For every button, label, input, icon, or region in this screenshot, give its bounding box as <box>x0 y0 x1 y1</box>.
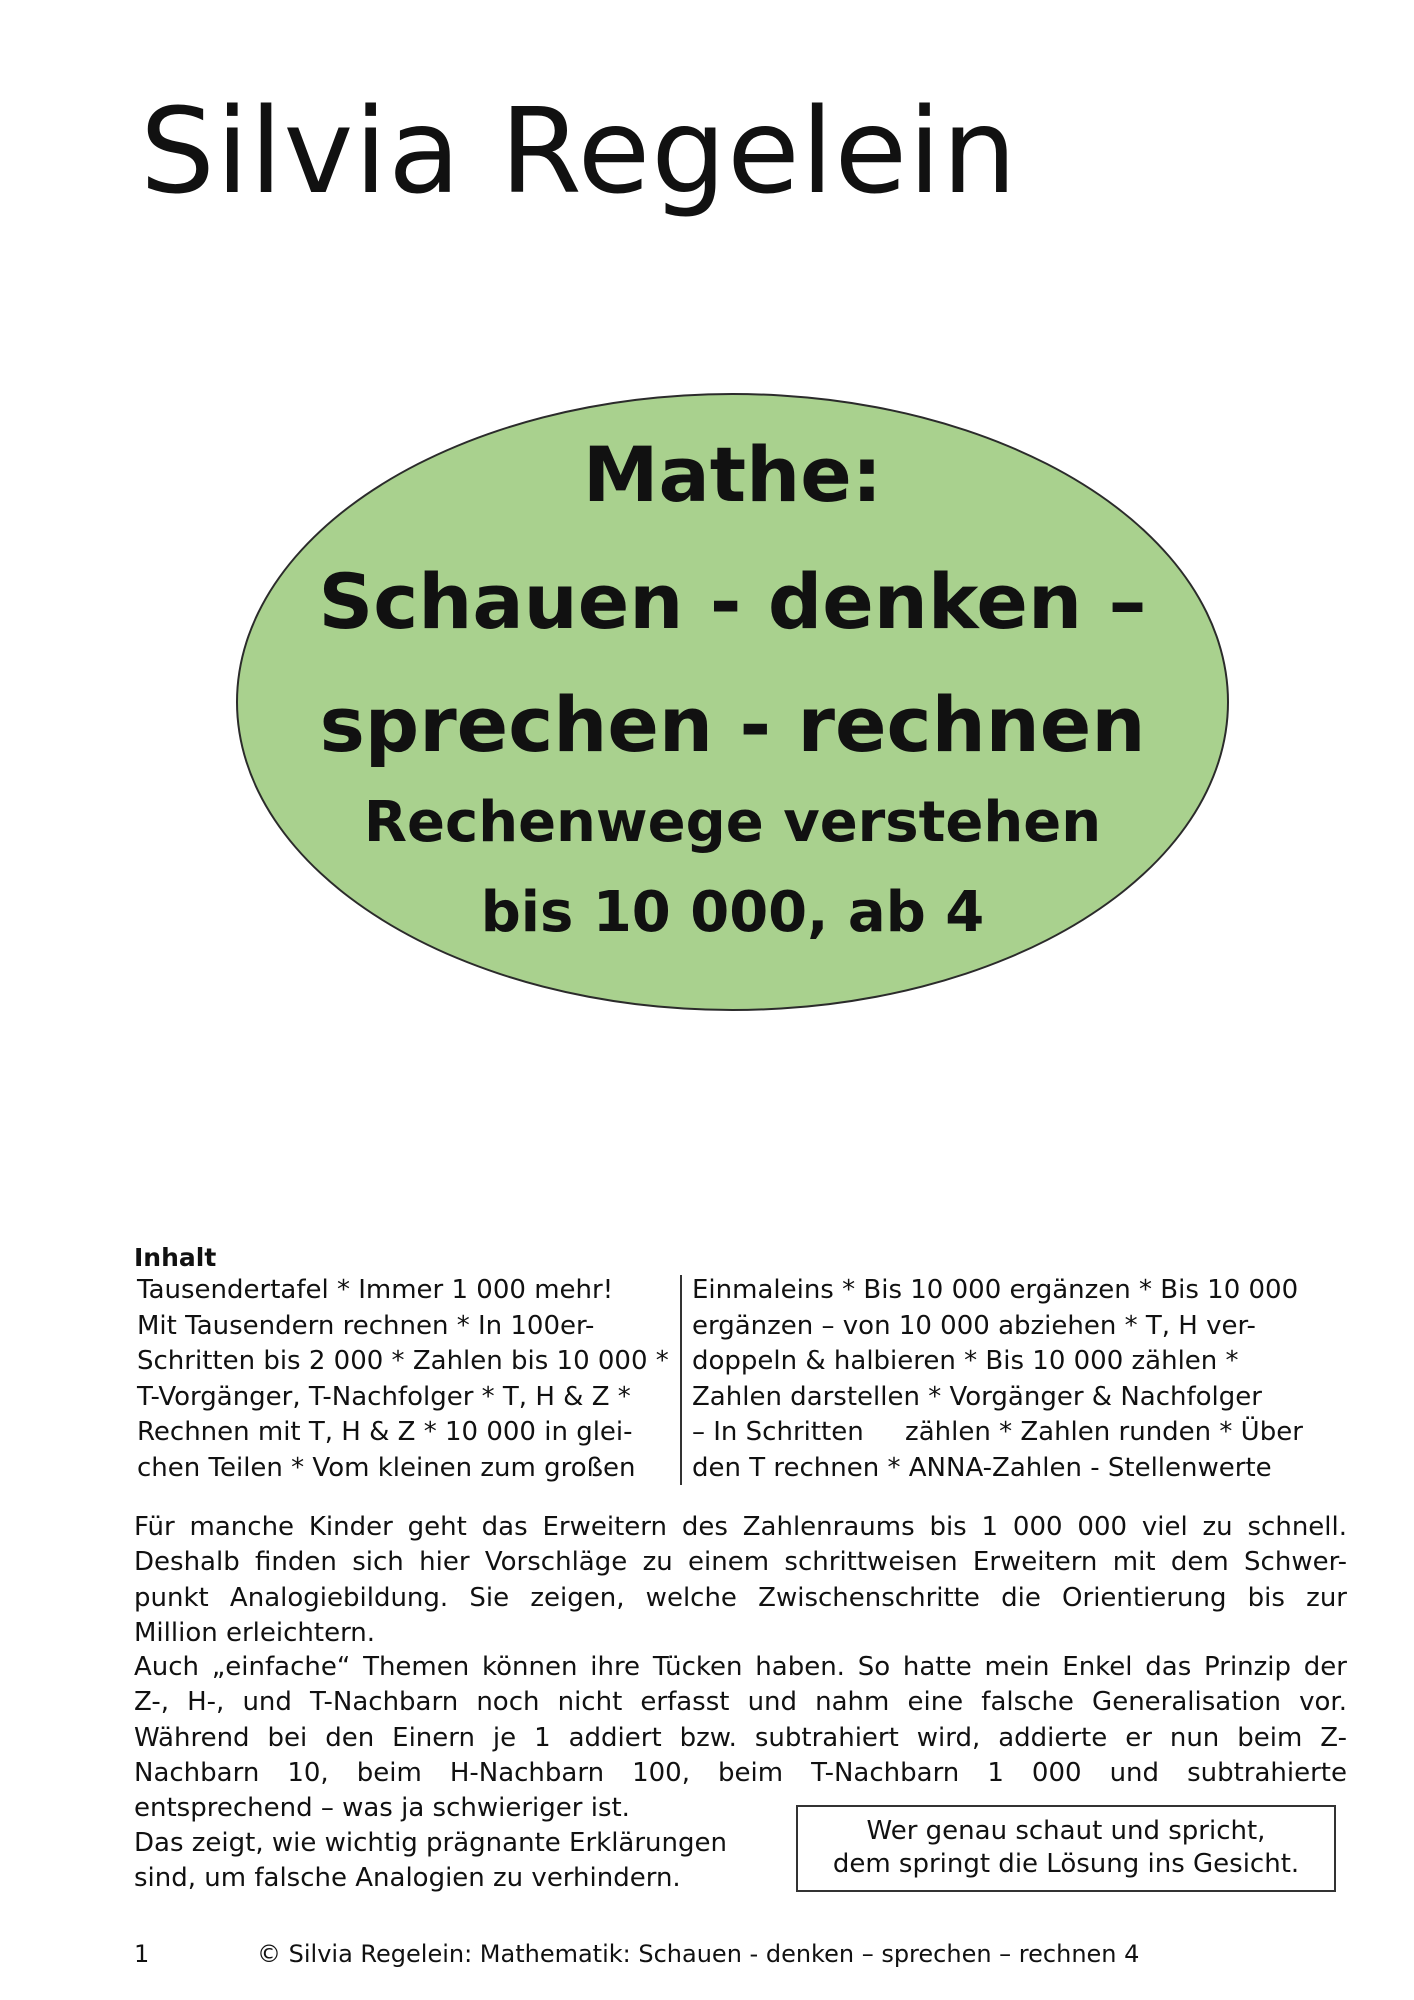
conclusion-paragraph <box>134 1826 784 1897</box>
contents-line: Zahlen darstellen * Vorgänger & Nachfolger <box>692 1381 1262 1412</box>
contents-line: doppeln & halbieren * Bis 10 000 zählen * <box>692 1346 1239 1376</box>
paragraph-line: Das zeigt, wie wichtig prägnante Erklärungen <box>134 1828 727 1858</box>
contents-heading: Inhalt <box>134 1243 217 1272</box>
paragraph-line: punkt Analogiebildung. Sie zeigen, welche Zwischenschritte die Orientierung bis zur <box>134 1582 1347 1613</box>
column-divider <box>680 1275 682 1485</box>
contents-line: Tausendertafel * Immer 1 000 mehr! <box>137 1275 614 1305</box>
contents-left-column <box>137 1273 677 1486</box>
paragraph-line: entsprechend – was ja schwieriger ist. <box>134 1793 630 1824</box>
motto-line: Wer genau schaut und spricht, <box>866 1816 1266 1846</box>
subtitle-line-1: Rechenwege verstehen <box>363 790 1102 855</box>
contents-right-column <box>692 1273 1332 1486</box>
motto-box <box>796 1805 1336 1892</box>
contents-line: chen Teilen * Vom kleinen zum großen <box>137 1452 636 1483</box>
subtitle-line-2: bis 10 000, ab 4 <box>480 880 985 945</box>
paragraph-line: Nachbarn 10, beim H-Nachbarn 100, beim T-Nachbarn 1 000 und subtrahierte <box>134 1757 1347 1788</box>
page-number: 1 <box>134 1940 150 1968</box>
contents-line: Einmaleins * Bis 10 000 ergänzen * Bis 10 000 <box>692 1275 1299 1305</box>
contents-line: – In Schritten zählen * Zahlen runden * Über <box>692 1417 1303 1447</box>
contents-line: Schritten bis 2 000 * Zahlen bis 10 000 * <box>137 1346 669 1376</box>
contents-line: Mit Tausendern rechnen * In 100er- <box>137 1310 595 1341</box>
copyright-footer: © Silvia Regelein: Mathematik: Schauen - denken – sprechen – rechnen 4 <box>257 1940 1140 1968</box>
contents-line: Rechnen mit T, H & Z * 10 000 in glei- <box>137 1417 633 1447</box>
title-line-3: sprechen - rechnen <box>319 680 1146 769</box>
contents-line: den T rechnen * ANNA-Zahlen - Stellenwerte <box>692 1452 1272 1483</box>
author-name: Silvia Regelein <box>140 82 1018 220</box>
paragraph-line: sind, um falsche Analogien zu verhindern. <box>134 1863 681 1894</box>
paragraph-line: Für manche Kinder geht das Erweitern des Zahlenraums bis 1 000 000 viel zu schnell. <box>134 1512 1347 1542</box>
intro-paragraph <box>134 1510 1347 1651</box>
paragraph-line: Auch „einfache“ Themen können ihre Tücken haben. So hatte mein Enkel das Prinzip der <box>134 1652 1347 1682</box>
example-paragraph <box>134 1650 1347 1826</box>
contents-line: T-Vorgänger, T-Nachfolger * T, H & Z * <box>137 1381 631 1412</box>
motto-line: dem springt die Lösung ins Gesicht. <box>832 1849 1300 1879</box>
paragraph-line: Deshalb finden sich hier Vorschläge zu einem schrittweisen Erweitern mit dem Schwer- <box>134 1547 1347 1578</box>
paragraph-line: Während bei den Einern je 1 addiert bzw. subtrahiert wird, addierte er nun beim Z- <box>134 1722 1347 1753</box>
paragraph-line: Z-, H-, und T-Nachbarn noch nicht erfasst und nahm eine falsche Generalisation vor. <box>134 1687 1347 1718</box>
title-line-1: Mathe: <box>582 430 883 519</box>
contents-line: ergänzen – von 10 000 abziehen * T, H ver- <box>692 1310 1256 1341</box>
title-line-2: Schauen - denken – <box>318 557 1147 646</box>
paragraph-line: Million erleichtern. <box>134 1617 376 1648</box>
